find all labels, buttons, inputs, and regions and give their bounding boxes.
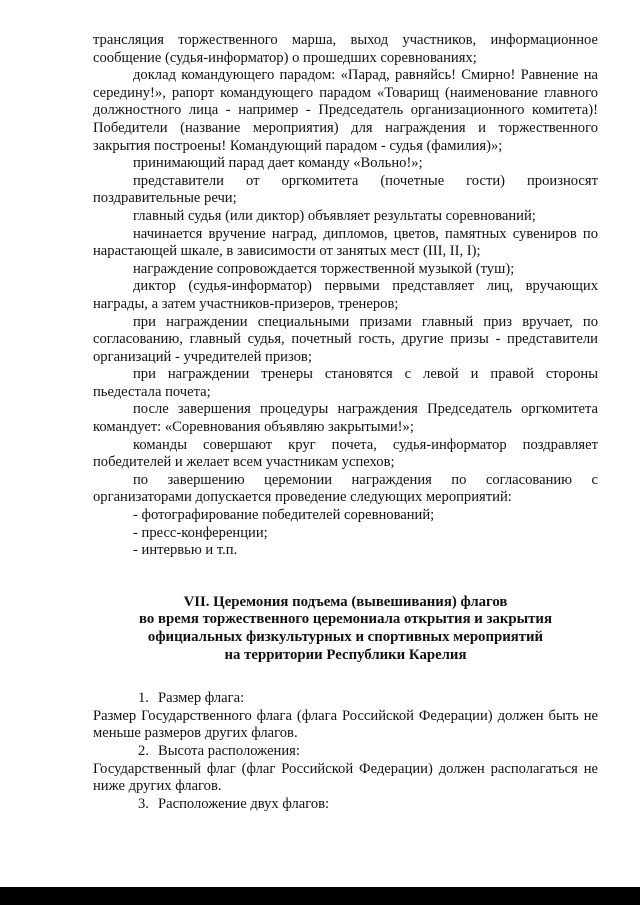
paragraph-0: трансляция торжественного марша, выход участников, информационное сообщение (судья-информатор) о прошедших соревнованиях; (93, 32, 598, 66)
section-heading-line-2: во время торжественного церемониала открытия и закрытия (139, 611, 552, 628)
numbered-item-3-number: 3. (138, 795, 149, 812)
numbered-item-2-label: Высота расположения: (158, 742, 300, 759)
numbered-item-1-label: Размер флага: (158, 690, 245, 707)
numbered-item-1 (93, 690, 598, 708)
paragraph-6: награждение сопровождается торжественной музыкой (туш); (133, 260, 515, 277)
section-heading-line-4: на территории Республики Карелия (224, 646, 467, 663)
paragraph-8: при награждении специальными призами главный приз вручает, по согласованию, главный судья, почетный гость, другие призы - представители организаций - учредителей призов; (93, 313, 598, 365)
numbered-item-2-number: 2. (138, 742, 149, 759)
section-heading (93, 594, 598, 664)
numbered-item-2 (93, 743, 598, 761)
flag-size-text: Размер Государственного флага (флага Российской Федерации) должен быть не меньше размеров других флагов. (93, 707, 598, 742)
paragraph-7: диктор (судья-информатор) первыми представляет лиц, вручающих награды, а затем участников-призеров, тренеров; (93, 278, 598, 312)
paragraph-2: принимающий парад дает команду «Вольно!»; (133, 155, 423, 172)
bottom-edge-bar (0, 887, 640, 905)
numbered-item-3 (93, 796, 598, 814)
numbered-item-3-label: Расположение двух флагов: (158, 795, 330, 812)
paragraph-9: при награждении тренеры становятся с левой и правой стороны пьедестала почета; (93, 366, 598, 400)
paragraph-10: после завершения процедуры награждения Председатель оргкомитета командует: «Соревнования объявляю закрытыми!»; (93, 401, 598, 436)
section-heading-line-3: официальных физкультурных и спортивных мероприятий (147, 629, 544, 645)
paragraph-5: начинается вручение наград, дипломов, цветов, памятных сувениров по нарастающей шкале, в зависимости от занятых мест (III, II, I); (93, 225, 598, 260)
paragraph-3: представители от оргкомитета (почетные гости) произносят поздравительные речи; (93, 172, 598, 207)
section-heading-line-1: VII. Церемония подъема (вывешивания) флагов (183, 593, 508, 610)
paragraph-11: команды совершают круг почета, судья-информатор поздравляет победителей и желает всем участникам успехов; (93, 436, 598, 471)
spacer (93, 664, 598, 690)
dash-item-press-conference: - пресс-конференции; (133, 524, 268, 541)
paragraph-4: главный судья (или диктор) объявляет результаты соревнований; (133, 207, 536, 224)
dash-item-photography: - фотографирование победителей соревнований; (133, 507, 435, 524)
flag-height-text: Государственный флаг (флаг Российской Федерации) должен располагаться не ниже других флагов. (93, 760, 598, 795)
dash-item-interview: - интервью и т.п. (133, 542, 238, 559)
document-body (93, 32, 598, 813)
numbered-item-1-number: 1. (138, 690, 149, 707)
paragraph-1: доклад командующего парадом: «Парад, равняйсь! Смирно! Равнение на середину!», рапорт командующего парадом «Товарищ (наименование главного должностного лица - например - Председатель организационного комитета)! Победители (название мероприятия) для награждения и торжественного закрытия построены! Командующий парадом - судья (фамилия)»; (93, 67, 598, 154)
paragraph-12: по завершению церемонии награждения по согласованию с организаторами допускается проведение следующих мероприятий: (93, 471, 598, 506)
